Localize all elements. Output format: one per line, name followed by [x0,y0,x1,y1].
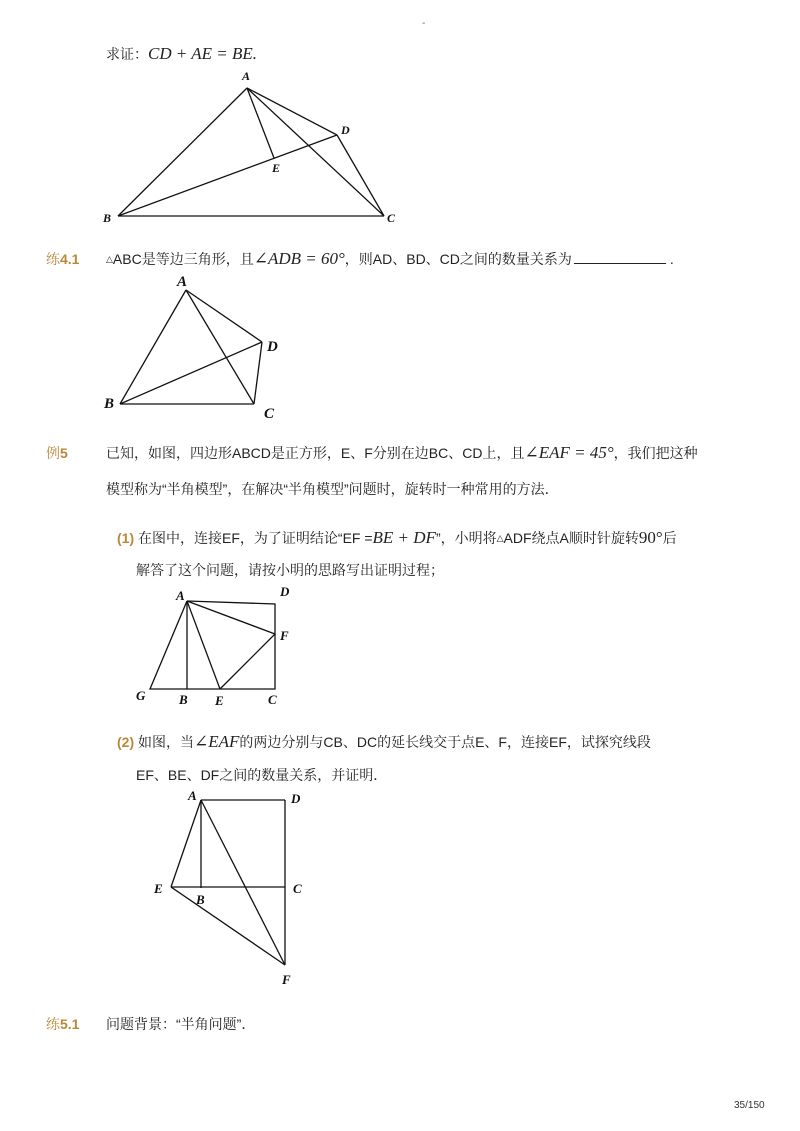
fig4-label-e: E [154,881,163,896]
fig1-label-d: D [341,123,350,137]
ex5-tag-num: 5 [60,445,68,461]
ex51-tag-prefix: 练 [46,1016,60,1032]
ex41-tag-prefix: 练 [46,251,60,267]
fig2-label-d: D [267,339,278,355]
fig4-label-d: D [291,791,301,806]
ex41-tag-num: 4.1 [60,251,80,267]
fig3-label-a: A [176,588,185,603]
fig2-label-b: B [104,396,115,412]
ex5-part2-a: 如图，当 [138,734,195,750]
fig4-edge-ae [171,800,201,887]
ex5-line1-math: ∠EAF = 45° [524,443,614,462]
fig4-label-b: B [196,892,205,907]
ex51-text: 问题背景：“半角问题”． [106,1016,256,1032]
ex41-end: . [669,251,674,267]
fig2-label-c: C [264,406,275,422]
ex5-part1-label: (1) [117,530,135,546]
fig3-label-f: F [280,628,289,643]
ex5-part2-math: ∠EAF [194,732,240,751]
fig3-label-g: G [136,688,146,703]
ex51-tag-num: 5.1 [60,1016,80,1032]
ex5-line1-b: ，我们把这种 [613,445,698,461]
ex41-math: ∠ADB = 60° [253,249,345,268]
fig4-label-a: A [188,788,197,803]
fig1-label-a: A [242,69,251,83]
fig1-label-c: C [387,211,396,225]
fig3-label-c: C [268,692,277,707]
fig3-label-b: B [179,692,188,707]
page-number: 35/150 [734,1100,765,1111]
ex41-text1: ABC是等边三角形，且 [112,251,254,267]
ex41-text2: ，则AD、BD、CD之间的数量关系为 [344,251,572,267]
fig2-label-a: A [177,274,188,290]
ex5-tag-prefix: 例 [46,445,60,461]
ex5-part1-b: ”，小明将 [435,530,497,546]
fig3-label-e: E [215,693,224,708]
ex5-line2: 模型称为“半角模型”，在解决“半角模型”问题时，旋转时一种常用的方法． [106,481,559,497]
header-mark: - [422,18,426,29]
ex5-part1-triangle-symbol: △ [496,533,504,543]
proof-prefix: 求证： [106,46,148,62]
ex5-part1-c: ADF绕点A顺时针旋转 [503,530,639,546]
ex5-part2-b: 的两边分别与CB、DC的延长线交于点E、F，连接EF，试探究线段 [239,734,651,750]
fig4-label-f: F [282,972,291,987]
ex5-part1-d: 后 [662,530,677,546]
proof-math: CD + AE = BE. [148,44,258,63]
ex51-tag [46,1014,79,1034]
ex5-part1-a: 在图中，连接EF，为了证明结论“EF = [138,530,373,546]
ex5-part1-line2: 解答了这个问题，请按小明的思路写出证明过程； [136,562,444,578]
ex5-part2-label: (2) [117,734,135,750]
ex5-part1-math: BE + DF [372,528,436,547]
fig4-edge-ef [171,887,285,965]
ex5-part1-math2: 90° [638,528,663,547]
ex41-triangle-symbol: △ [106,254,113,264]
fig3-label-d: D [280,584,290,599]
fig1-label-e: E [272,161,281,175]
fig1-label-b: B [103,211,112,225]
ex5-line1-a: 已知，如图，四边形ABCD是正方形，E、F分别在边BC、CD上，且 [106,445,525,461]
fig4-label-c: C [293,881,302,896]
fig4-edge-af [201,800,285,965]
ex5-part2-line2: EF、BE、DF之间的数量关系，并证明． [136,767,388,783]
